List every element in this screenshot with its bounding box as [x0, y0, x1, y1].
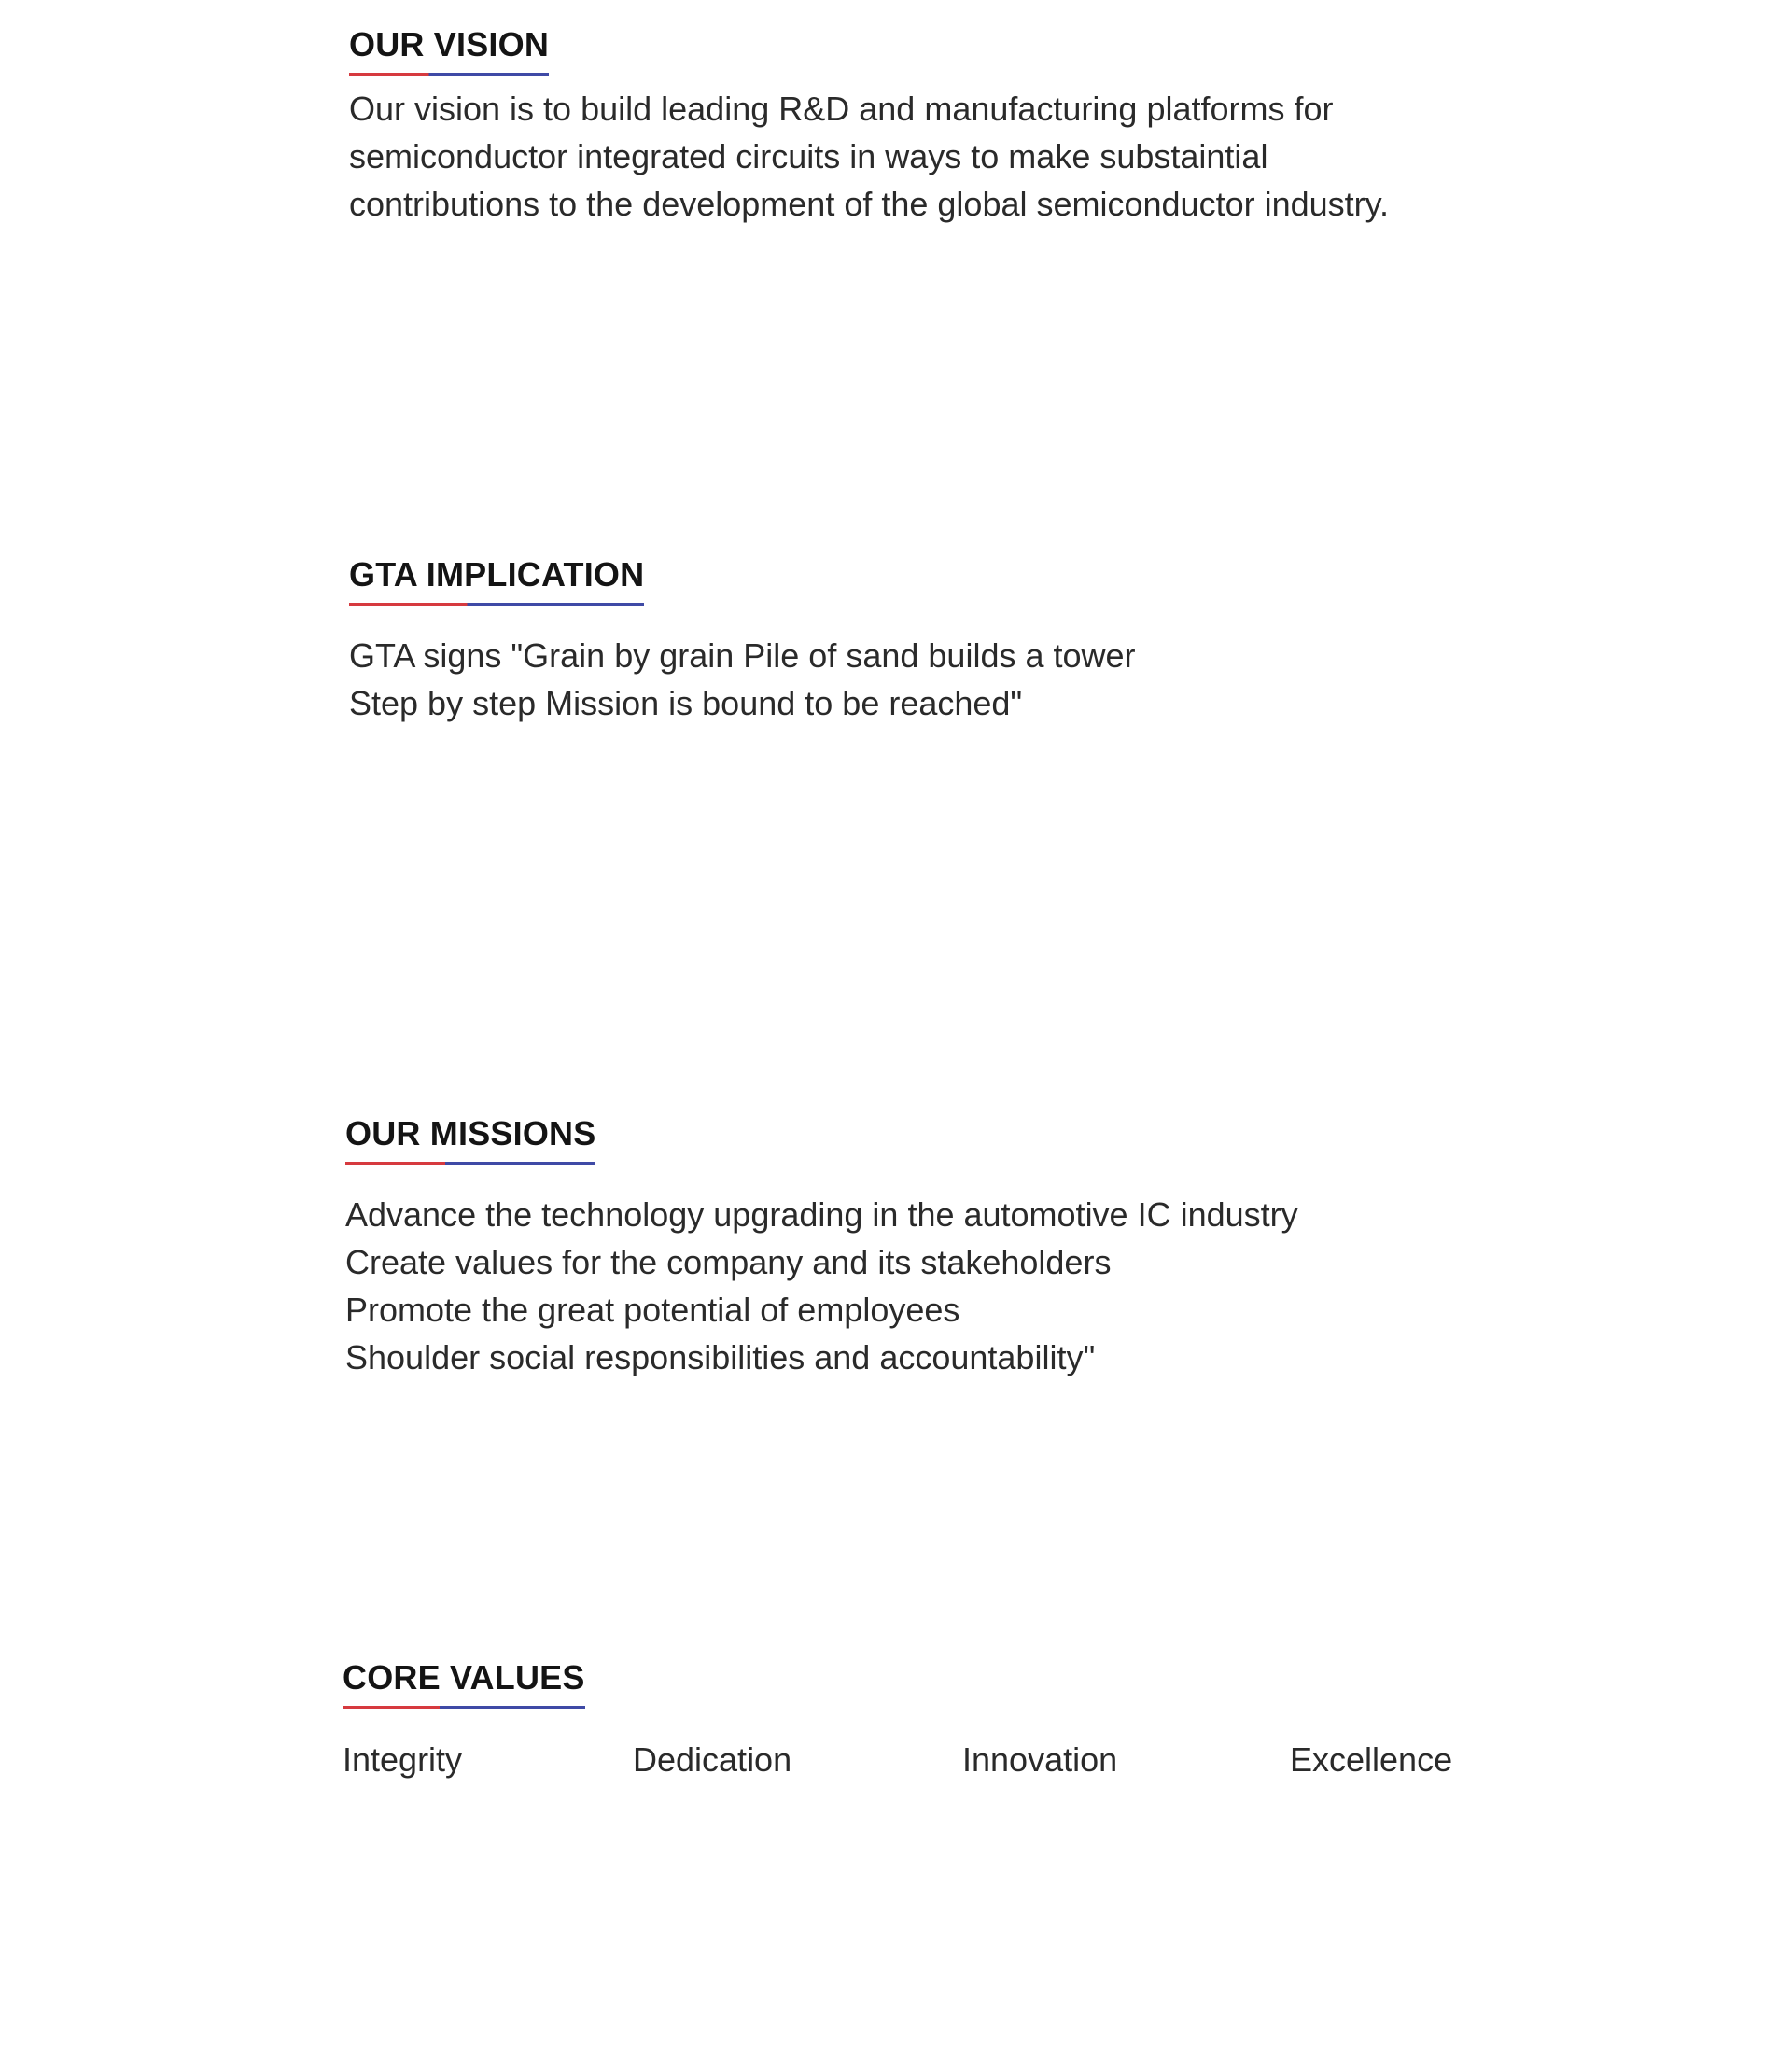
core-value-item: Integrity — [343, 1740, 463, 1779]
core-value-item: Dedication — [633, 1740, 792, 1779]
implication-section — [349, 554, 1562, 727]
core-values-list — [343, 1732, 1463, 1788]
missions-text — [345, 1191, 1559, 1381]
vision-heading-underline — [349, 73, 549, 76]
missions-line: Advance the technology upgrading in the automotive IC industry — [345, 1195, 1298, 1234]
missions-line: Shoulder social responsibilities and accountability" — [345, 1338, 1096, 1376]
missions-heading-wrap — [345, 1113, 595, 1165]
missions-heading-underline — [345, 1162, 595, 1165]
missions-heading: OUR MISSIONS — [345, 1114, 596, 1152]
core-values-heading-wrap — [343, 1657, 585, 1709]
core-values-heading-underline — [343, 1706, 585, 1709]
vision-heading: OUR VISION — [349, 25, 550, 63]
vision-text — [349, 85, 1562, 228]
implication-line: GTA signs "Grain by grain Pile of sand builds a tower — [349, 636, 1136, 675]
missions-line: Promote the great potential of employees — [345, 1291, 960, 1329]
core-value-item: Innovation — [962, 1740, 1118, 1779]
vision-line: contributions to the development of the global semiconductor industry. — [349, 185, 1389, 223]
missions-section — [345, 1113, 1559, 1381]
core-value-item: Excellence — [1290, 1740, 1453, 1779]
missions-line: Create values for the company and its stakeholders — [345, 1243, 1112, 1281]
implication-text — [349, 632, 1562, 727]
implication-heading-underline — [349, 603, 644, 606]
core-values-section — [343, 1657, 1556, 1709]
implication-heading: GTA IMPLICATION — [349, 555, 645, 594]
vision-line: semiconductor integrated circuits in ways to make substaintial — [349, 137, 1268, 175]
vision-heading-wrap — [349, 24, 549, 76]
implication-heading-wrap — [349, 554, 644, 606]
core-values-heading: CORE VALUES — [343, 1658, 585, 1697]
implication-line: Step by step Mission is bound to be reached" — [349, 684, 1023, 722]
vision-section — [349, 24, 1562, 228]
vision-line: Our vision is to build leading R&D and manufacturing platforms for — [349, 90, 1334, 128]
